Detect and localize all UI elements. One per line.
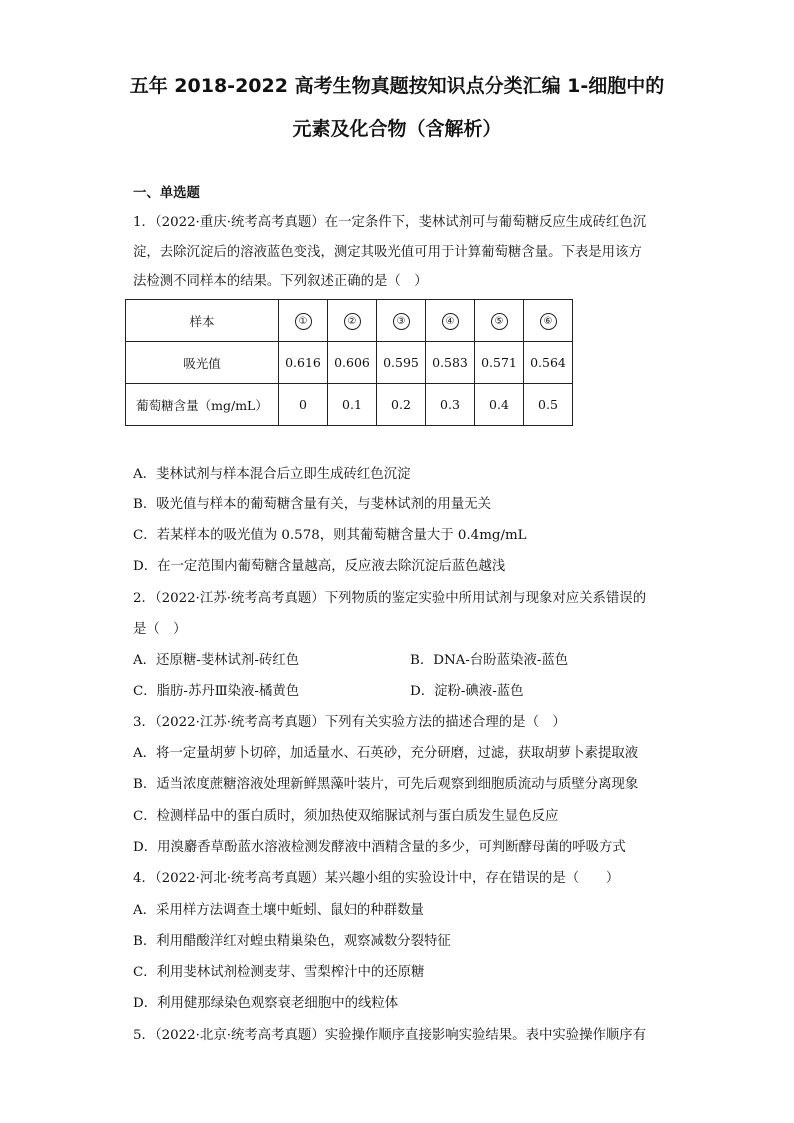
absorbance-cell: 0.564 [524,342,573,384]
q4-option-d: D．利用健那绿染色观察衰老细胞中的线粒体 [133,996,399,1011]
q5-stem: 5．（2022·北京·统考高考真题）实验操作顺序直接影响实验结果。表中实验操作顺序有 [133,1028,647,1043]
row-label-absorbance: 吸光值 [126,342,279,384]
section-heading: 一、单选题 [133,186,200,201]
document-title-line-2: 元素及化合物（含解析） [292,118,502,140]
glucose-cell: 0.5 [524,384,573,426]
q4-stem: 4．（2022·河北·统考高考真题）某兴趣小组的实验设计中，存在错误的是（ ） [133,871,620,886]
absorbance-cell: 0.595 [377,342,426,384]
table-row-samples [126,300,573,342]
q3-option-a: A．将一定量胡萝卜切碎，加适量水、石英砂，充分研磨，过滤，获取胡萝卜素提取液 [133,746,639,761]
document-title-line-1: 五年 2018-2022 高考生物真题按知识点分类汇编 1-细胞中的 [129,75,665,97]
sample-1-label: ① [295,313,312,330]
row-label-glucose: 葡萄糖含量（mg/mL） [126,384,279,426]
sample-6-label: ⑥ [540,313,557,330]
q2-option-d: D．淀粉-碘液-蓝色 [410,684,524,699]
q3-option-d: D．用溴麝香草酚蓝水溶液检测发酵液中酒精含量的多少，可判断酵母菌的呼吸方式 [133,840,626,855]
q4-option-a: A．采用样方法调查土壤中蚯蚓、鼠妇的种群数量 [133,903,424,918]
absorbance-cell: 0.583 [426,342,475,384]
q1-stem-line-3: 法检测不同样本的结果。下列叙述正确的是（ ） [133,274,428,289]
glucose-cell: 0.3 [426,384,475,426]
q1-option-d: D．在一定范围内葡萄糖含量越高，反应液去除沉淀后蓝色越浅 [133,559,506,574]
sample-5-label: ⑤ [491,313,508,330]
absorbance-cell: 0.571 [475,342,524,384]
row-label-sample: 样本 [126,300,279,342]
glucose-absorbance-table [125,299,573,426]
table-row-glucose [126,384,573,426]
sample-4-label: ④ [442,313,459,330]
q1-stem-line-1: 1．（2022·重庆·统考高考真题）在一定条件下，斐林试剂可与葡萄糖反应生成砖红色沉 [133,215,647,230]
absorbance-cell: 0.616 [279,342,328,384]
q3-option-b: B．适当浓度蔗糖溶液处理新鲜黑藻叶装片，可先后观察到细胞质流动与质壁分离现象 [133,777,639,792]
sample-2-label: ② [344,313,361,330]
q4-option-b: B．利用醋酸洋红对蝗虫精巢染色，观察减数分裂特征 [133,934,451,949]
q2-option-c: C．脂肪-苏丹Ⅲ染液-橘黄色 [133,684,300,699]
q1-option-c: C．若某样本的吸光值为 0.578，则其葡萄糖含量大于 0.4mg/mL [133,528,527,543]
q2-option-b: B．DNA-台盼蓝染液-蓝色 [410,653,569,668]
sample-3-label: ③ [393,313,410,330]
glucose-cell: 0.4 [475,384,524,426]
absorbance-cell: 0.606 [328,342,377,384]
q1-option-b: B．吸光值与样本的葡萄糖含量有关，与斐林试剂的用量无关 [133,497,491,512]
q1-stem-line-2: 淀，去除沉淀后的溶液蓝色变浅，测定其吸光值可用于计算葡萄糖含量。下表是用该方 [133,245,642,260]
glucose-cell: 0.2 [377,384,426,426]
q3-stem: 3．（2022·江苏·统考高考真题）下列有关实验方法的描述合理的是（ ） [133,715,566,730]
q3-option-c: C．检测样品中的蛋白质时，须加热使双缩脲试剂与蛋白质发生显色反应 [133,809,559,824]
glucose-cell: 0 [279,384,328,426]
glucose-cell: 0.1 [328,384,377,426]
q2-stem-line-2: 是（ ） [133,622,187,637]
q2-stem-line-1: 2．（2022·江苏·统考高考真题）下列物质的鉴定实验中所用试剂与现象对应关系错误的 [133,591,647,606]
q1-option-a: A．斐林试剂与样本混合后立即生成砖红色沉淀 [133,467,411,482]
q4-option-c: C．利用斐林试剂检测麦芽、雪梨榨汁中的还原糖 [133,965,425,980]
q2-option-a: A．还原糖-斐林试剂-砖红色 [133,653,300,668]
table-row-absorbance [126,342,573,384]
